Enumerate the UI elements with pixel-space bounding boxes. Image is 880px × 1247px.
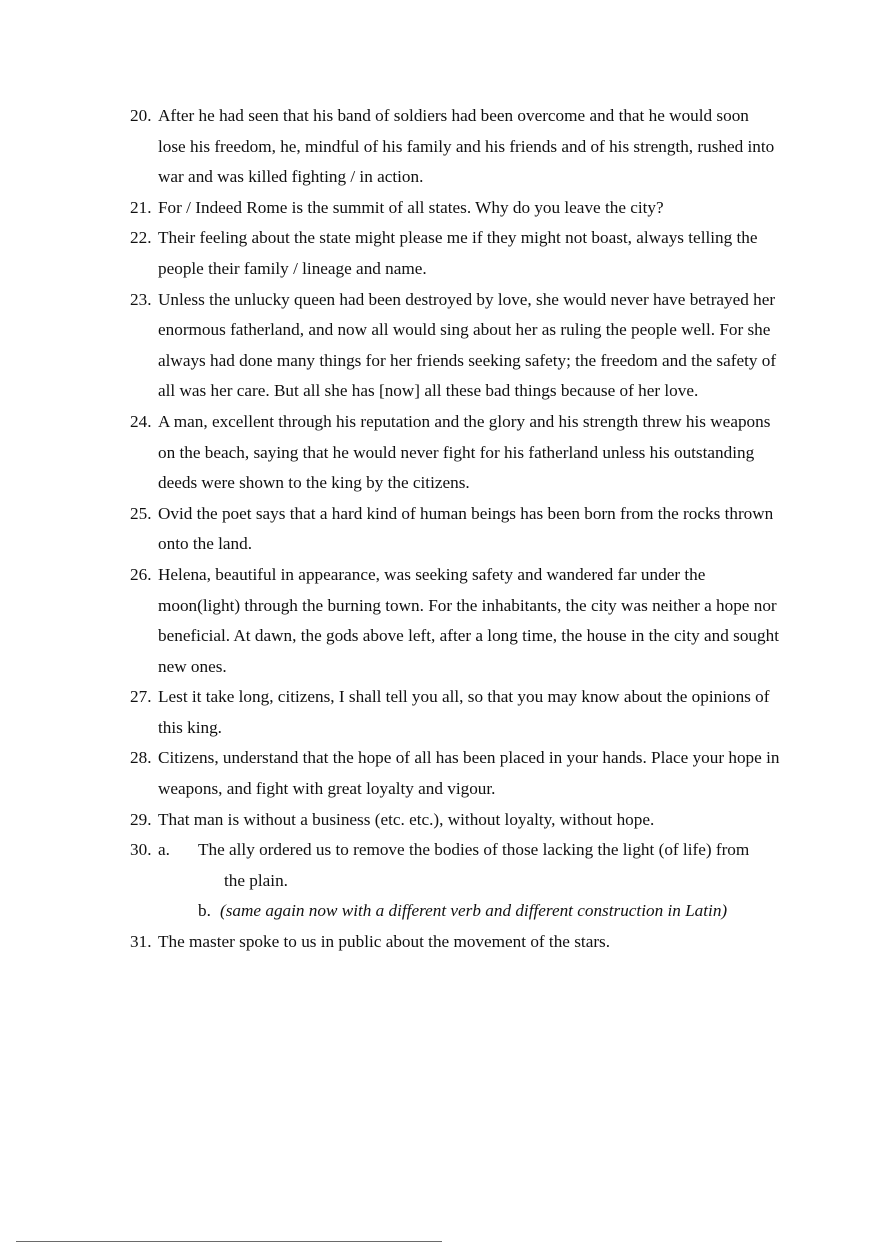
item-number: 22. [130, 228, 152, 248]
item-text-italic: (same again now with a different verb and different construction in Latin) [220, 901, 728, 921]
item-text: Helena, beautiful in appearance, was seeking safety and wandered far under the moon(light) through the burning town. For the inhabitants, the city was neither a hope nor beneficial. At dawn, the gods above left, after a long time, the house in the city and sought new ones. [158, 564, 779, 676]
list-item-22 [130, 223, 780, 284]
item-text: That man is without a business (etc. etc.), without loyalty, without hope. [158, 809, 655, 829]
list-item-20 [130, 101, 780, 193]
sub-item-letter: b. [198, 901, 211, 921]
list-item-21 [130, 193, 780, 224]
item-text-line: the plain. [224, 870, 288, 890]
list-item-27 [130, 682, 780, 743]
item-number: 31. [130, 932, 152, 952]
list-item-28 [130, 743, 780, 804]
list-item-25 [130, 499, 780, 560]
list-item-30a [130, 835, 780, 896]
item-text [198, 835, 780, 896]
item-number: 26. [130, 564, 152, 584]
item-number: 29. [130, 809, 152, 829]
translation-list [130, 101, 780, 958]
list-item-30b [130, 896, 780, 927]
item-text: After he had seen that his band of soldiers had been overcome and that he would soon lose his freedom, he, mindful of his family and his friends and of his strength, rushed into war and was killed fighting / in action. [158, 106, 775, 187]
item-text: A man, excellent through his reputation and the glory and his strength threw his weapons on the beach, saying that he would never fight for his fatherland unless his outstanding deeds were shown to the king by the citizens. [158, 411, 771, 493]
list-item-26 [130, 560, 780, 682]
item-number: 25. [130, 503, 152, 523]
list-item-23 [130, 285, 780, 407]
item-text: The master spoke to us in public about the movement of the stars. [158, 932, 611, 952]
list-item-24 [130, 407, 780, 499]
footnote-divider [16, 1241, 442, 1242]
list-item-29 [130, 805, 780, 836]
list-item-31 [130, 927, 780, 958]
item-text: Citizens, understand that the hope of all has been placed in your hands. Place your hope in weapons, and fight with great loyalty and vigour. [158, 748, 780, 799]
item-text: Ovid the poet says that a hard kind of human beings has been born from the rocks thrown onto the land. [158, 503, 774, 554]
item-text: Their feeling about the state might please me if they might not boast, always telling the people their family / lineage and name. [158, 228, 758, 278]
item-number: 30. [130, 840, 152, 860]
item-number: 28. [130, 748, 152, 768]
item-number: 21. [130, 197, 152, 217]
item-text: Unless the unlucky queen had been destroyed by love, she would never have betrayed her enormous fatherland, and now all would sing about her as ruling the people well. For she always had done many things for her friends seeking safety; the freedom and the safety of all was her care. But all she has [now] all these bad things because of her love. [158, 289, 777, 401]
item-number: 24. [130, 411, 152, 431]
item-text: For / Indeed Rome is the summit of all states. Why do you leave the city? [158, 197, 664, 217]
sub-item-letter: a. [158, 840, 170, 860]
item-number: 23. [130, 289, 152, 309]
item-text: Lest it take long, citizens, I shall tell you all, so that you may know about the opinions of this king. [158, 687, 770, 737]
item-text-line: The ally ordered us to remove the bodies of those lacking the light (of life) from [198, 840, 750, 860]
item-number: 27. [130, 687, 152, 707]
item-number: 20. [130, 106, 152, 125]
